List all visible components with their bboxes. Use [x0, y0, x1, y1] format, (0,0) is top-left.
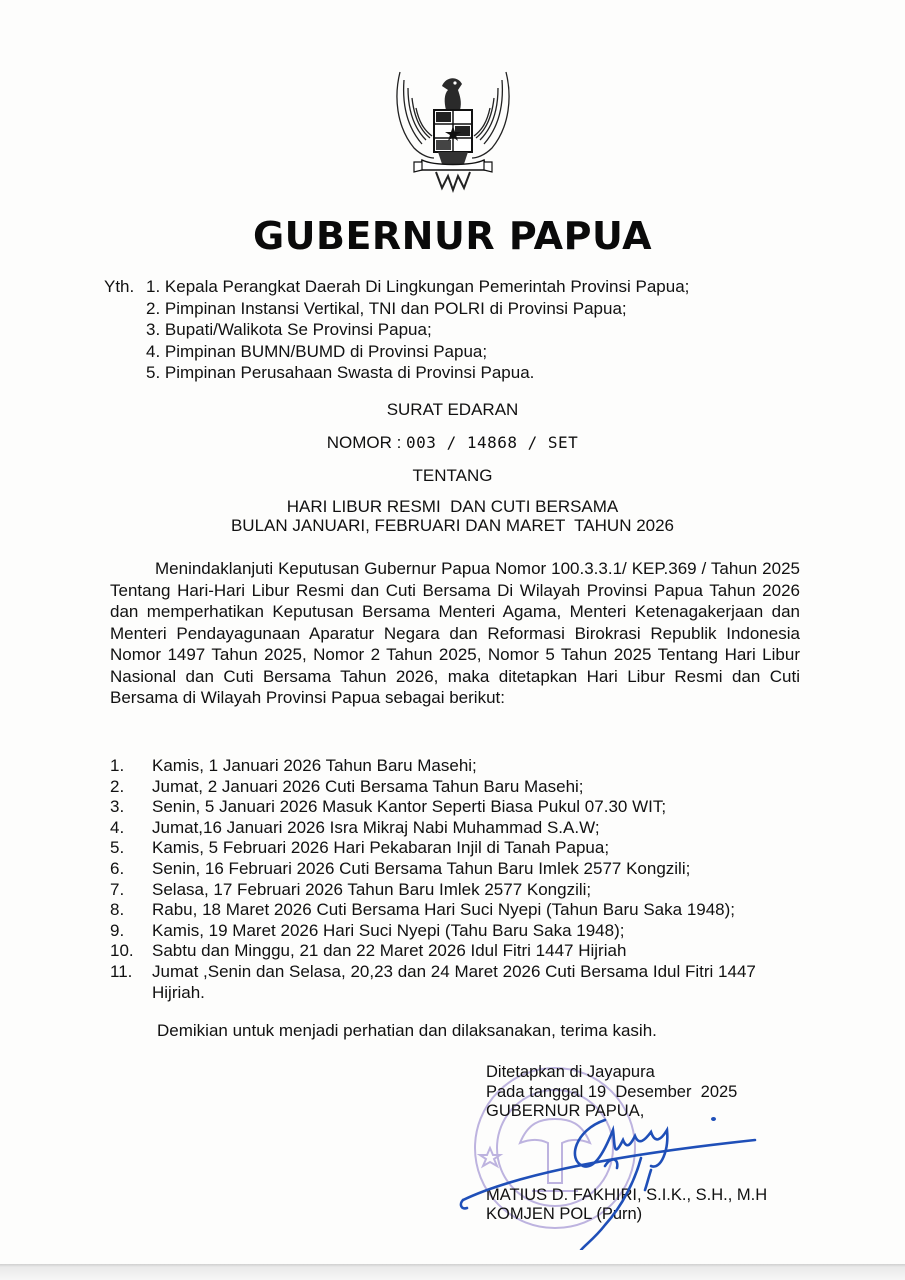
holiday-item: [110, 921, 810, 942]
holiday-text: Jumat ,Senin dan Selasa, 20,23 dan 24 Maret 2026 Cuti Bersama Idul Fitri 1447 Hijriah.: [152, 961, 756, 1002]
place-issued: Ditetapkan di Jayapura: [486, 1063, 655, 1081]
signatory-office: GUBERNUR PAPUA,: [486, 1102, 645, 1120]
ink-dot: [711, 1117, 716, 1121]
letterhead-title: GUBERNUR PAPUA: [252, 214, 653, 258]
holiday-number: 11.: [110, 961, 133, 981]
recipients-list: [146, 276, 689, 384]
recipient-item: 3. Bupati/Walikota Se Provinsi Papua;: [146, 320, 432, 339]
body-paragraph: Menindaklanjuti Keputusan Gubernur Papua Nomor 100.3.3.1/ KEP.369 / Tahun 2025 Tentang Hari-Hari Libur Resmi dan Cuti Bersama Di Wilayah Provinsi Papua Tahun 2026 dan memperhatikan Keputusan Bersama Menteri Agama, Menteri Ketenagakerjaan dan Menteri Pendayagunaan Aparatur Negara dan Reformasi Birokrasi Republik Indonesia Nomor 1497 Tahun 2025, Nomor 2 Tahun 2025, Nomor 5 Tahun 2025 Tentang Hari Libur Nasional dan Cuti Bersama Tahun 2026, maka ditetapkan Hari Libur Resmi dan Cuti Bersama di Wilayah Provinsi Papua sebagai berikut:: [110, 559, 800, 707]
holiday-text: Sabtu dan Minggu, 21 dan 22 Maret 2026 Idul Fitri 1447 Hijriah: [152, 941, 627, 961]
doc-type: SURAT EDARAN: [386, 400, 519, 419]
nomor-label: NOMOR :: [326, 433, 402, 452]
holiday-text: Kamis, 5 Februari 2026 Hari Pekabaran Injil di Tanah Papua;: [152, 838, 610, 858]
date-issued: Pada tanggal 19 Desember 2025: [486, 1082, 738, 1101]
holiday-item: [110, 756, 810, 777]
subject-line-1: HARI LIBUR RESMI DAN CUTI BERSAMA: [286, 497, 619, 516]
holiday-text: Rabu, 18 Maret 2026 Cuti Bersama Hari Suci Nyepi (Tahun Baru Saka 1948);: [152, 900, 736, 920]
holiday-item: [110, 880, 810, 901]
holiday-number: 10.: [110, 941, 134, 961]
page-bottom-edge: [0, 1264, 905, 1280]
holiday-number: 7.: [110, 879, 125, 899]
holiday-text: Kamis, 19 Maret 2026 Hari Suci Nyepi (Tahu Baru Saka 1948);: [152, 920, 625, 940]
holiday-item: [110, 838, 810, 859]
holiday-text: Kamis, 1 Januari 2026 Tahun Baru Masehi;: [152, 756, 477, 775]
holiday-item: [110, 797, 810, 818]
garuda-emblem-icon: [392, 66, 514, 196]
holiday-text: Senin, 5 Januari 2026 Masuk Kantor Seperti Biasa Pukul 07.30 WIT;: [152, 797, 667, 817]
salutation: Yth.: [104, 277, 135, 296]
recipient-item: 5. Pimpinan Perusahaan Swasta di Provinsi Papua.: [146, 363, 535, 382]
holiday-item: [110, 941, 810, 962]
holiday-number: 1.: [110, 756, 125, 775]
holiday-number: 6.: [110, 858, 125, 878]
holiday-number: 5.: [110, 838, 125, 858]
holiday-number: 4.: [110, 817, 125, 837]
holiday-item: [110, 859, 810, 880]
holiday-item: [110, 777, 810, 798]
nomor-value: 003 / 14868 / SET: [406, 433, 579, 452]
holiday-text: Jumat,16 Januari 2026 Isra Mikraj Nabi Muhammad S.A.W;: [152, 817, 600, 837]
holiday-number: 9.: [110, 920, 125, 940]
signatory-name: MATIUS D. FAKHIRI, S.I.K., S.H., M.H: [486, 1185, 768, 1204]
recipient-item: 1. Kepala Perangkat Daerah Di Lingkungan Pemerintah Provinsi Papua;: [146, 277, 690, 296]
holiday-item: [110, 962, 810, 1003]
holiday-item: [110, 900, 810, 921]
holiday-text: Jumat, 2 Januari 2026 Cuti Bersama Tahun Baru Masehi;: [152, 776, 584, 796]
signatory-rank: KOMJEN POL (Purn): [486, 1205, 643, 1223]
signature-block: [486, 1063, 767, 1225]
holiday-number: 8.: [110, 900, 125, 920]
holiday-list: [110, 756, 810, 1003]
holiday-number: 2.: [110, 776, 125, 796]
closing-text: Demikian untuk menjadi perhatian dan dilaksanakan, terima kasih.: [157, 1021, 657, 1040]
recipient-item: 2. Pimpinan Instansi Vertikal, TNI dan POLRI di Provinsi Papua;: [146, 298, 627, 318]
holiday-number: 3.: [110, 797, 125, 817]
holiday-text: Senin, 16 Februari 2026 Cuti Bersama Tahun Baru Imlek 2577 Kongzili;: [152, 858, 691, 878]
subject-line-2: BULAN JANUARI, FEBRUARI DAN MARET TAHUN 2026: [230, 516, 675, 535]
tentang-label: TENTANG: [412, 466, 493, 485]
recipient-item: 4. Pimpinan BUMN/BUMD di Provinsi Papua;: [146, 341, 488, 361]
holiday-text: Selasa, 17 Februari 2026 Tahun Baru Imlek 2577 Kongzili;: [152, 879, 592, 899]
doc-number: [0, 433, 905, 453]
holiday-item: [110, 818, 810, 839]
